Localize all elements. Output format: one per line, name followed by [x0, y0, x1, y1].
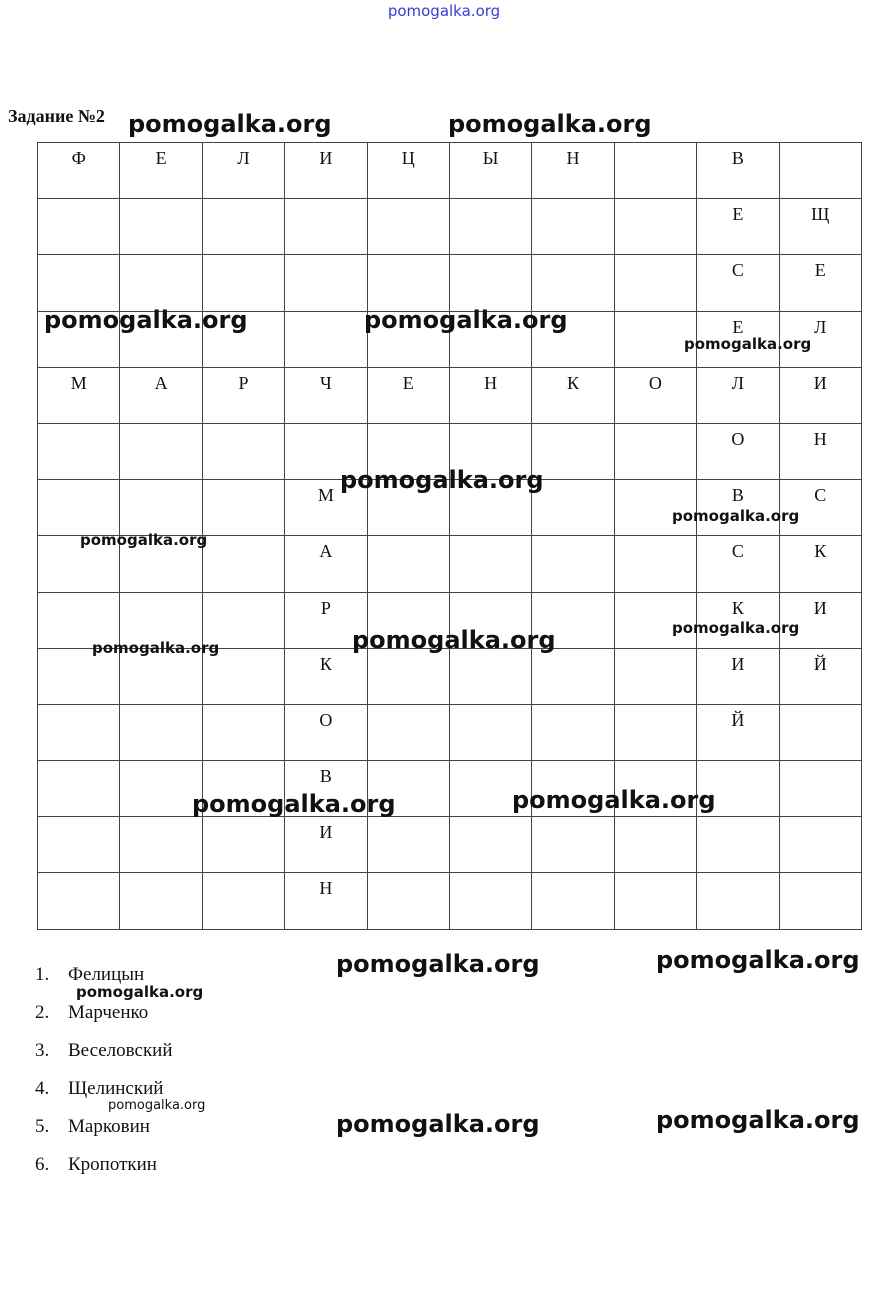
grid-letter — [368, 593, 449, 598]
grid-letter — [120, 593, 201, 598]
grid-letter: И — [731, 653, 745, 674]
grid-letter: А — [154, 372, 168, 393]
grid-cell — [38, 255, 120, 311]
grid-letter — [203, 705, 284, 710]
grid-letter — [697, 761, 778, 766]
grid-letter: О — [731, 428, 745, 449]
grid-letter — [450, 817, 531, 822]
answer-text: Кропоткин — [68, 1154, 157, 1175]
grid-letter — [38, 255, 119, 260]
watermark: pomogalka.org — [672, 507, 800, 525]
answer-number: 4. — [35, 1078, 50, 1099]
grid-cell — [449, 704, 531, 760]
grid-letter — [532, 255, 613, 260]
grid-letter — [203, 424, 284, 429]
grid-letter — [532, 873, 613, 878]
watermark: pomogalka.org — [352, 626, 556, 654]
grid-letter — [615, 817, 696, 822]
grid-letter — [532, 424, 613, 429]
grid-row — [38, 143, 862, 199]
watermark: pomogalka.org — [92, 639, 220, 657]
grid-letter — [368, 536, 449, 541]
grid-cell — [285, 367, 367, 423]
grid-cell — [285, 255, 367, 311]
grid-letter: Е — [155, 148, 167, 168]
grid-letter: Н — [319, 878, 333, 899]
grid-letter — [450, 536, 531, 541]
grid-letter — [615, 312, 696, 317]
grid-row — [38, 873, 862, 929]
grid-letter — [203, 255, 284, 260]
grid-letter: Е — [814, 260, 826, 281]
watermark: pomogalka.org — [44, 306, 248, 334]
grid-letter — [532, 817, 613, 822]
grid-cell — [202, 873, 284, 929]
grid-row — [38, 817, 862, 873]
grid-letter — [120, 424, 201, 429]
grid-letter: А — [319, 541, 333, 562]
grid-letter — [615, 199, 696, 204]
grid-letter — [615, 761, 696, 766]
grid-cell — [449, 648, 531, 704]
grid-cell — [779, 255, 861, 311]
grid-letter — [615, 873, 696, 878]
grid-cell — [120, 199, 202, 255]
grid-letter: Ц — [401, 148, 415, 168]
grid-cell — [779, 648, 861, 704]
grid-cell — [697, 648, 779, 704]
grid-letter: Н — [484, 372, 498, 393]
grid-cell — [697, 143, 779, 199]
grid-cell — [532, 480, 614, 536]
grid-letter — [38, 873, 119, 878]
grid-cell — [614, 199, 696, 255]
grid-cell — [202, 704, 284, 760]
grid-cell — [532, 143, 614, 199]
grid-cell — [614, 873, 696, 929]
grid-letter: Ч — [320, 372, 332, 393]
grid-letter: К — [567, 372, 580, 393]
grid-letter: К — [319, 653, 332, 674]
grid-cell — [614, 536, 696, 592]
grid-cell — [367, 199, 449, 255]
grid-cell — [779, 367, 861, 423]
grid-letter — [532, 705, 613, 710]
watermark: pomogalka.org — [340, 466, 544, 494]
grid-letter — [450, 255, 531, 260]
answer-text: Марковин — [68, 1116, 150, 1137]
grid-cell — [367, 367, 449, 423]
watermark: pomogalka.org — [108, 1098, 206, 1113]
grid-cell — [614, 817, 696, 873]
grid-cell — [38, 480, 120, 536]
grid-cell — [449, 873, 531, 929]
grid-cell — [449, 367, 531, 423]
grid-cell — [285, 648, 367, 704]
grid-letter — [120, 817, 201, 822]
grid-letter — [38, 199, 119, 204]
grid-letter: О — [648, 372, 662, 393]
grid-cell — [38, 367, 120, 423]
answer-number: 5. — [35, 1116, 50, 1137]
grid-cell — [532, 199, 614, 255]
grid-cell — [120, 143, 202, 199]
grid-cell — [532, 648, 614, 704]
grid-cell — [697, 423, 779, 479]
grid-letter — [450, 705, 531, 710]
grid-cell — [614, 704, 696, 760]
answer-text: Щелинский — [68, 1078, 164, 1099]
grid-letter: Н — [566, 148, 580, 168]
grid-letter — [450, 199, 531, 204]
grid-letter — [285, 424, 366, 429]
grid-letter — [38, 480, 119, 485]
grid-letter: Й — [813, 653, 827, 674]
watermark: pomogalka.org — [364, 306, 568, 334]
grid-letter: Р — [320, 597, 331, 618]
grid-cell — [285, 704, 367, 760]
grid-letter — [615, 255, 696, 260]
grid-letter: Е — [732, 316, 744, 337]
grid-cell — [120, 761, 202, 817]
grid-letter: И — [319, 148, 333, 168]
grid-letter: Ф — [71, 148, 86, 168]
grid-cell — [38, 199, 120, 255]
grid-letter — [120, 255, 201, 260]
grid-letter: Л — [731, 372, 744, 393]
grid-letter: Л — [237, 148, 250, 168]
grid-cell — [779, 143, 861, 199]
watermark: pomogalka.org — [684, 335, 812, 353]
grid-cell — [120, 423, 202, 479]
grid-letter: О — [319, 709, 333, 730]
grid-cell — [38, 143, 120, 199]
header-site-url[interactable]: pomogalka.org — [387, 2, 501, 20]
grid-cell — [120, 704, 202, 760]
grid-letter — [120, 705, 201, 710]
watermark: pomogalka.org — [656, 1106, 860, 1134]
grid-letter: И — [813, 597, 827, 618]
grid-cell — [285, 873, 367, 929]
watermark: pomogalka.org — [80, 531, 208, 549]
grid-cell — [697, 199, 779, 255]
grid-letter — [615, 593, 696, 598]
grid-letter — [450, 873, 531, 878]
grid-letter — [368, 817, 449, 822]
grid-letter — [203, 817, 284, 822]
grid-cell — [697, 255, 779, 311]
grid-cell — [532, 536, 614, 592]
grid-letter — [285, 312, 366, 317]
grid-cell — [779, 817, 861, 873]
grid-cell — [449, 536, 531, 592]
grid-letter — [615, 649, 696, 654]
grid-letter: Щ — [811, 204, 830, 225]
grid-letter — [38, 705, 119, 710]
grid-letter — [450, 761, 531, 766]
watermark: pomogalka.org — [512, 786, 716, 814]
grid-cell — [202, 367, 284, 423]
grid-cell — [614, 367, 696, 423]
watermark: pomogalka.org — [128, 110, 332, 138]
grid-cell — [697, 536, 779, 592]
grid-cell — [285, 311, 367, 367]
grid-letter — [203, 761, 284, 766]
grid-letter — [532, 536, 613, 541]
grid-cell — [779, 536, 861, 592]
answer-number: 1. — [35, 964, 50, 985]
grid-cell — [38, 704, 120, 760]
answer-item — [35, 1040, 173, 1078]
grid-letter: К — [731, 597, 744, 618]
grid-letter: С — [731, 260, 744, 281]
grid-cell — [202, 199, 284, 255]
grid-cell — [532, 255, 614, 311]
grid-cell — [614, 423, 696, 479]
grid-cell — [120, 255, 202, 311]
grid-cell — [449, 817, 531, 873]
grid-letter — [368, 705, 449, 710]
grid-letter: Н — [813, 428, 827, 449]
grid-letter — [203, 199, 284, 204]
grid-cell — [614, 143, 696, 199]
grid-row — [38, 255, 862, 311]
grid-cell — [38, 761, 120, 817]
grid-letter — [532, 593, 613, 598]
grid-letter — [120, 761, 201, 766]
grid-letter — [285, 255, 366, 260]
grid-letter — [780, 761, 861, 766]
grid-cell — [367, 704, 449, 760]
grid-letter — [38, 817, 119, 822]
grid-letter — [120, 480, 201, 485]
grid-letter — [532, 480, 613, 485]
grid-letter — [450, 593, 531, 598]
grid-letter — [615, 536, 696, 541]
grid-cell — [532, 423, 614, 479]
grid-letter — [532, 761, 613, 766]
grid-letter — [203, 536, 284, 541]
answer-text: Марченко — [68, 1002, 149, 1023]
grid-cell — [779, 423, 861, 479]
grid-cell — [202, 536, 284, 592]
watermark: pomogalka.org — [76, 983, 204, 1001]
task-title: Задание №2 — [8, 106, 105, 126]
answer-item — [35, 1154, 173, 1192]
grid-letter: С — [814, 485, 827, 506]
grid-letter — [780, 143, 861, 148]
grid-letter — [203, 873, 284, 878]
grid-cell — [367, 536, 449, 592]
grid-cell — [697, 873, 779, 929]
grid-cell — [532, 367, 614, 423]
grid-letter: К — [814, 541, 827, 562]
grid-letter — [615, 480, 696, 485]
grid-cell — [532, 817, 614, 873]
grid-cell — [285, 199, 367, 255]
grid-cell — [367, 873, 449, 929]
answer-item — [35, 1116, 173, 1154]
grid-row — [38, 199, 862, 255]
grid-cell — [367, 143, 449, 199]
grid-letter — [368, 873, 449, 878]
grid-letter — [368, 199, 449, 204]
watermark: pomogalka.org — [336, 950, 540, 978]
grid-letter — [368, 761, 449, 766]
grid-letter — [780, 817, 861, 822]
grid-cell — [614, 648, 696, 704]
grid-cell — [38, 817, 120, 873]
grid-row — [38, 367, 862, 423]
grid-cell — [202, 480, 284, 536]
grid-cell — [779, 704, 861, 760]
grid-cell — [449, 255, 531, 311]
grid-cell — [697, 817, 779, 873]
watermark: pomogalka.org — [656, 946, 860, 974]
grid-letter: Ы — [482, 148, 499, 168]
grid-letter — [368, 255, 449, 260]
grid-letter — [615, 424, 696, 429]
grid-letter: В — [319, 766, 332, 787]
grid-letter: Й — [731, 709, 745, 730]
grid-letter — [38, 761, 119, 766]
grid-cell — [367, 817, 449, 873]
grid-cell — [449, 143, 531, 199]
grid-letter — [780, 873, 861, 878]
grid-letter: И — [319, 822, 333, 843]
grid-letter: И — [813, 372, 827, 393]
grid-cell — [367, 648, 449, 704]
grid-letter: М — [70, 372, 87, 393]
grid-cell — [38, 873, 120, 929]
grid-cell — [202, 255, 284, 311]
answer-item — [35, 1002, 173, 1040]
grid-cell — [779, 873, 861, 929]
grid-letter: В — [731, 148, 744, 168]
grid-letter: М — [317, 485, 334, 506]
grid-letter — [697, 873, 778, 878]
grid-cell — [614, 255, 696, 311]
grid-letter — [615, 705, 696, 710]
grid-cell — [120, 817, 202, 873]
grid-cell — [449, 199, 531, 255]
grid-row — [38, 704, 862, 760]
grid-cell — [38, 423, 120, 479]
watermark: pomogalka.org — [448, 110, 652, 138]
grid-letter: Р — [238, 372, 249, 393]
grid-letter — [120, 873, 201, 878]
grid-cell — [202, 143, 284, 199]
watermark: pomogalka.org — [672, 619, 800, 637]
grid-cell — [532, 873, 614, 929]
grid-cell — [697, 367, 779, 423]
grid-cell — [367, 255, 449, 311]
grid-row — [38, 761, 862, 817]
grid-letter — [697, 817, 778, 822]
grid-letter: Е — [402, 372, 414, 393]
grid-letter — [120, 199, 201, 204]
grid-letter — [203, 593, 284, 598]
grid-cell — [285, 817, 367, 873]
grid-cell — [697, 704, 779, 760]
answer-number: 2. — [35, 1002, 50, 1023]
answer-text: Веселовский — [68, 1040, 173, 1061]
grid-cell — [120, 367, 202, 423]
grid-letter — [285, 199, 366, 204]
watermark: pomogalka.org — [192, 790, 396, 818]
grid-letter — [450, 424, 531, 429]
grid-letter — [532, 199, 613, 204]
grid-cell — [120, 480, 202, 536]
grid-letter — [368, 424, 449, 429]
watermark: pomogalka.org — [336, 1110, 540, 1138]
grid-letter — [780, 705, 861, 710]
grid-cell — [202, 423, 284, 479]
grid-cell — [285, 536, 367, 592]
answer-number: 6. — [35, 1154, 50, 1175]
grid-cell — [120, 873, 202, 929]
grid-cell — [532, 704, 614, 760]
grid-letter: Л — [814, 316, 827, 337]
grid-letter: С — [731, 541, 744, 562]
grid-cell — [779, 761, 861, 817]
grid-letter — [38, 424, 119, 429]
grid-letter: В — [731, 485, 744, 506]
grid-letter — [203, 480, 284, 485]
grid-cell — [202, 817, 284, 873]
answer-text: Фелицын — [68, 964, 145, 985]
grid-cell — [285, 143, 367, 199]
grid-letter — [38, 593, 119, 598]
grid-letter — [615, 143, 696, 148]
grid-cell — [779, 199, 861, 255]
grid-letter: Е — [732, 204, 744, 225]
answer-number: 3. — [35, 1040, 50, 1061]
